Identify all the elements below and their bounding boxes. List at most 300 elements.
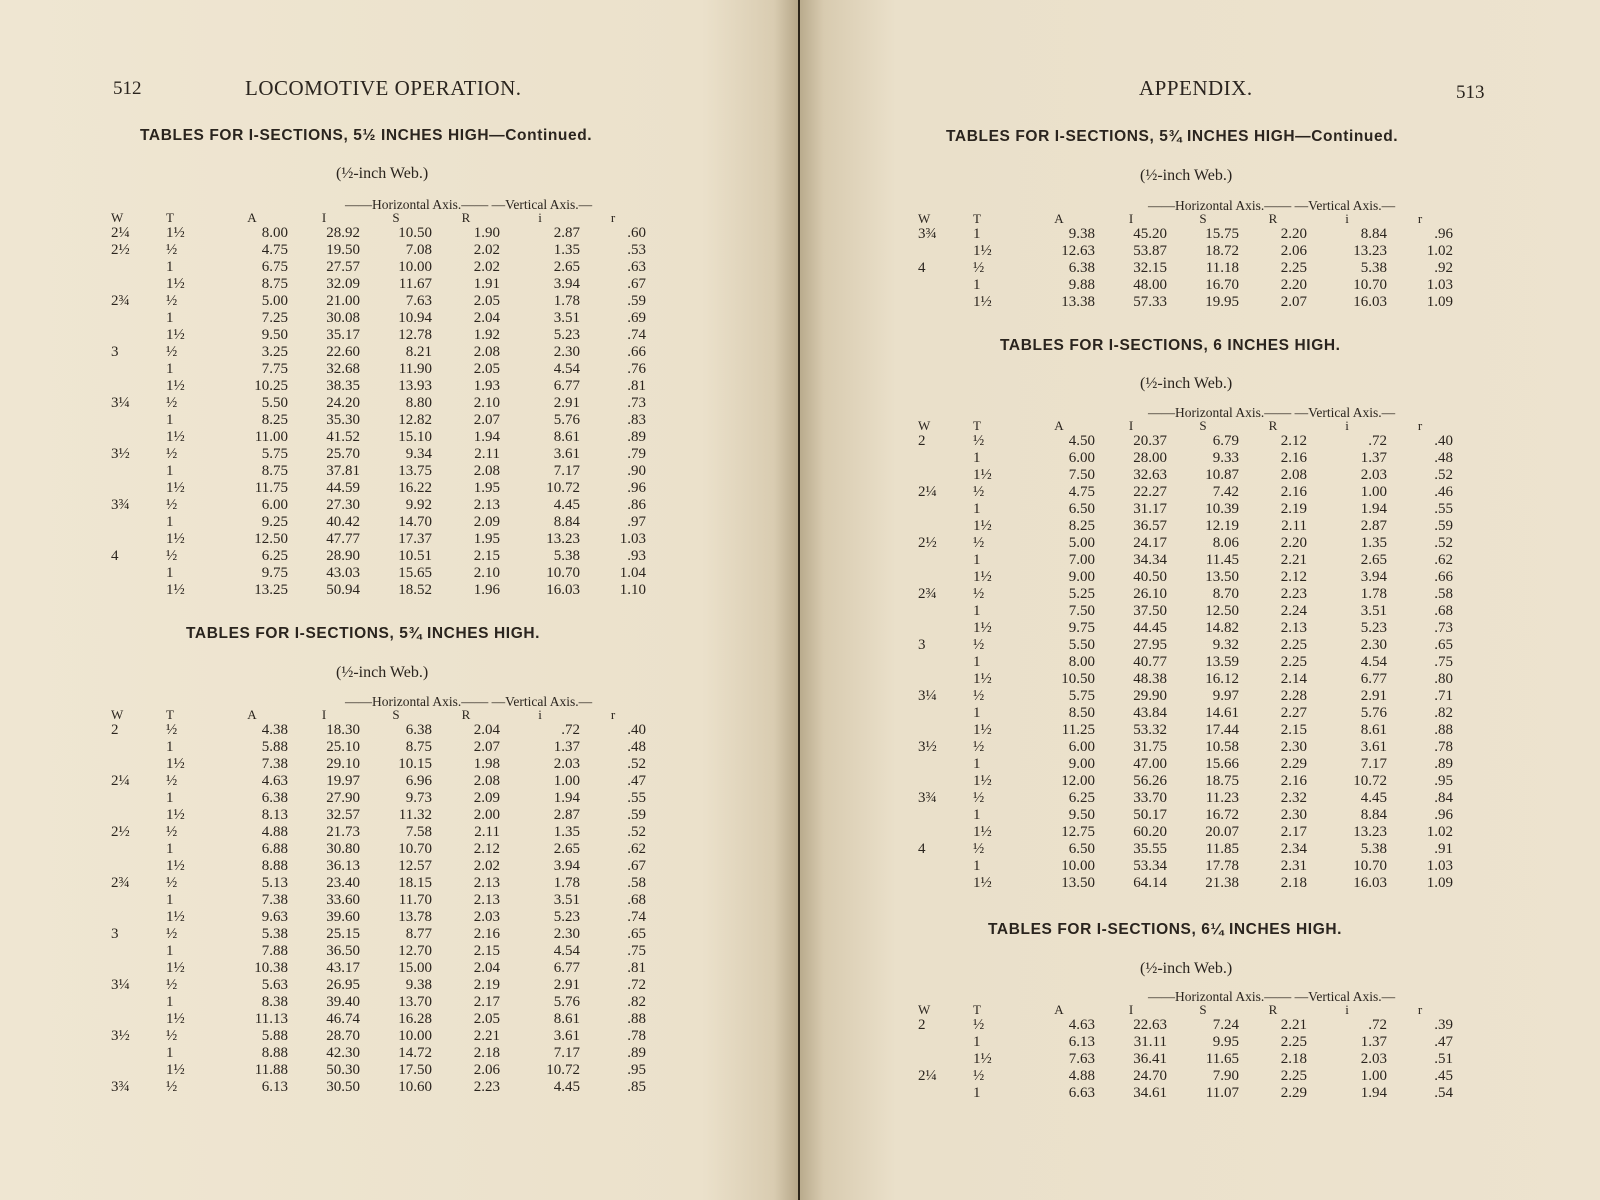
table-cell-col-r: 2.29 [1280, 756, 1307, 772]
column-header: T [973, 1002, 981, 1017]
table-cell-col-vr: .85 [627, 1079, 646, 1095]
table-cell-col-w [111, 1062, 166, 1079]
table-cell-col-w [918, 569, 973, 586]
table-cell-col-w [918, 501, 973, 518]
table-cell-col-vr: .55 [1434, 501, 1453, 517]
column-header: R [1268, 418, 1278, 433]
table-cell-col-w [111, 259, 166, 276]
table-cell-col-t: 1½ [973, 773, 992, 789]
table-cell-col-i: 40.42 [326, 514, 360, 530]
table-cell-col-vr: .65 [627, 926, 646, 942]
table-row [918, 739, 1453, 756]
table-cell-col-vi: 1.00 [1360, 1068, 1387, 1084]
table-cell-col-a: 8.25 [261, 412, 288, 428]
table-cell-col-w [111, 361, 166, 378]
table-cell-col-vr: .67 [627, 276, 646, 292]
table-cell-col-r: 2.02 [473, 242, 500, 258]
table-cell-col-i: 20.37 [1133, 433, 1167, 449]
table-cell-col-w [111, 412, 166, 429]
table-cell-col-r: 2.25 [1280, 637, 1307, 653]
table-cell-col-t: 1 [973, 807, 981, 823]
column-header: r [610, 210, 616, 225]
table-cell-col-r: 1.96 [473, 582, 500, 598]
table-header-row [918, 1003, 1453, 1017]
table-cell-col-s: 13.78 [398, 909, 432, 925]
table-cell-col-vi: 7.17 [1360, 756, 1387, 772]
table-cell-col-vr: .82 [627, 994, 646, 1010]
table-cell-col-vr: .46 [1434, 484, 1453, 500]
table-cell-col-s: 17.78 [1205, 858, 1239, 874]
table-row [918, 620, 1453, 637]
table-row [111, 1079, 646, 1096]
web-note: (½-inch Web.) [1140, 167, 1233, 184]
table-cell-col-t: ½ [973, 484, 985, 500]
table-cell-col-vi: 10.72 [546, 480, 580, 496]
table-row [111, 582, 646, 599]
table-cell-col-vi: 1.35 [553, 242, 580, 258]
table-cell-col-i: 25.10 [326, 739, 360, 755]
table-cell-col-w: 2½ [111, 242, 130, 258]
table-row [111, 327, 646, 344]
table-cell-col-w: 3 [111, 344, 119, 360]
table-cell-col-s: 8.06 [1212, 535, 1239, 551]
table-row [918, 518, 1453, 535]
table-cell-col-w: 2¾ [111, 875, 130, 891]
table-row [918, 294, 1453, 311]
table-cell-col-s: 9.38 [405, 977, 432, 993]
table-cell-col-vr: .71 [1434, 688, 1453, 704]
table-cell-col-r: 1.95 [473, 480, 500, 496]
table-cell-col-vr: .96 [1434, 807, 1453, 823]
table-cell-col-vi: 2.03 [1360, 1051, 1387, 1067]
table-cell-col-r: 2.25 [1280, 1068, 1307, 1084]
table-cell-col-r: 2.04 [473, 310, 500, 326]
column-header: S [392, 210, 400, 225]
table-title: TABLES FOR I-SECTIONS, 5¾ INCHES HIGH—Continued. [946, 128, 1399, 145]
table-row [111, 1011, 646, 1028]
axis-header: ——Horizontal Axis.—— —Vertical Axis.— [1148, 405, 1396, 420]
table-cell-col-a: 6.00 [261, 497, 288, 513]
table-cell-col-t: 1 [973, 858, 981, 874]
column-header: r [610, 707, 616, 722]
table-cell-col-vi: 10.70 [546, 565, 580, 581]
table-cell-col-s: 16.22 [398, 480, 432, 496]
table-cell-col-a: 5.88 [261, 739, 288, 755]
table-cell-col-vi: 16.03 [546, 582, 580, 598]
table-cell-col-i: 27.90 [326, 790, 360, 806]
table-cell-col-r: 2.17 [1280, 824, 1307, 840]
table-cell-col-vr: .84 [1434, 790, 1453, 806]
table-cell-col-w: 2 [918, 1017, 926, 1033]
table-cell-col-vr: .95 [1434, 773, 1453, 789]
table-cell-col-t: 1 [166, 361, 174, 377]
table-cell-col-a: 7.63 [1068, 1051, 1095, 1067]
table-cell-col-vi: 5.23 [1360, 620, 1387, 636]
running-head: APPENDIX. [1139, 76, 1253, 100]
table-cell-col-t: 1½ [166, 756, 185, 772]
table-cell-col-vi: 1.00 [1360, 484, 1387, 500]
table-cell-col-r: 2.19 [1280, 501, 1307, 517]
table-cell-col-i: 50.94 [326, 582, 360, 598]
table-cell-col-vr: .91 [1434, 841, 1453, 857]
table-cell-col-t: 1 [973, 603, 981, 619]
table-cell-col-a: 6.25 [261, 548, 288, 564]
table-cell-col-i: 46.74 [326, 1011, 360, 1027]
table-cell-col-w [111, 892, 166, 909]
table-cell-col-t: ½ [166, 497, 178, 513]
table-cell-col-w: 2½ [111, 824, 130, 840]
table-cell-col-vi: 4.54 [553, 943, 580, 959]
table-cell-col-vi: 8.84 [553, 514, 580, 530]
table-cell-col-t: ½ [166, 824, 178, 840]
table-cell-col-a: 7.75 [261, 361, 288, 377]
table-cell-col-s: 15.00 [398, 960, 432, 976]
table-cell-col-vi: .72 [1368, 433, 1387, 449]
table-title: TABLES FOR I-SECTIONS, 5¾ INCHES HIGH. [186, 625, 541, 642]
table-cell-col-s: 14.61 [1205, 705, 1239, 721]
table-cell-col-r: 2.00 [473, 807, 500, 823]
table-cell-col-a: 6.38 [261, 790, 288, 806]
table-cell-col-vr: .52 [627, 824, 646, 840]
table-cell-col-i: 34.61 [1133, 1085, 1167, 1101]
table-cell-col-t: 1½ [973, 671, 992, 687]
table-cell-col-s: 6.79 [1212, 433, 1239, 449]
table-row [111, 259, 646, 276]
web-note: (½-inch Web.) [1140, 375, 1233, 392]
table-cell-col-w: 3¼ [111, 977, 130, 993]
table-cell-col-s: 13.75 [398, 463, 432, 479]
table-cell-col-a: 5.63 [261, 977, 288, 993]
table-cell-col-i: 26.10 [1133, 586, 1167, 602]
table-cell-col-r: 1.94 [473, 429, 500, 445]
column-header: r [1417, 1002, 1423, 1017]
table-cell-col-r: 2.12 [1280, 569, 1307, 585]
table-cell-col-a: 5.88 [261, 1028, 288, 1044]
table-cell-col-a: 8.38 [261, 994, 288, 1010]
table-cell-col-vr: .65 [1434, 637, 1453, 653]
table-cell-col-vr: 1.03 [1426, 277, 1453, 293]
table-cell-col-vr: .48 [627, 739, 646, 755]
table-cell-col-a: 8.88 [261, 858, 288, 874]
table-row [918, 243, 1453, 260]
table-cell-col-vr: .39 [1434, 1017, 1453, 1033]
table-cell-col-s: 7.24 [1212, 1017, 1239, 1033]
table-cell-col-w [111, 960, 166, 977]
table-row [111, 497, 646, 514]
table-cell-col-w [111, 480, 166, 497]
table-cell-col-vi: 1.94 [553, 790, 580, 806]
table-cell-col-i: 39.60 [326, 909, 360, 925]
table-cell-col-vi: 6.77 [553, 960, 580, 976]
table-cell-col-vr: .40 [1434, 433, 1453, 449]
table-row [111, 756, 646, 773]
table-cell-col-vr: .76 [627, 361, 646, 377]
table-row [918, 277, 1453, 294]
table-cell-col-vr: 1.02 [1426, 824, 1453, 840]
table-cell-col-t: 1 [166, 892, 174, 908]
table-cell-col-a: 8.00 [1068, 654, 1095, 670]
table-cell-col-w [918, 518, 973, 535]
table-cell-col-r: 2.13 [1280, 620, 1307, 636]
table-cell-col-vr: .68 [627, 892, 646, 908]
table-cell-col-t: 1½ [973, 722, 992, 738]
table-row [918, 756, 1453, 773]
table-cell-col-vr: .72 [627, 977, 646, 993]
table-cell-col-vr: .59 [627, 807, 646, 823]
table-cell-col-i: 25.15 [326, 926, 360, 942]
table-cell-col-w [111, 1011, 166, 1028]
table-cell-col-w: 2¾ [111, 293, 130, 309]
table-cell-col-vi: 16.03 [1353, 875, 1387, 891]
table-cell-col-vi: 8.61 [553, 1011, 580, 1027]
table-cell-col-i: 24.70 [1133, 1068, 1167, 1084]
table-cell-col-r: 2.13 [473, 497, 500, 513]
table-cell-col-r: 1.95 [473, 531, 500, 547]
table-cell-col-r: 2.24 [1280, 603, 1307, 619]
table-cell-col-vr: .82 [1434, 705, 1453, 721]
table-cell-col-r: 2.11 [1281, 518, 1307, 534]
table-cell-col-vi: 5.38 [553, 548, 580, 564]
column-header: S [1199, 418, 1207, 433]
table-cell-col-vr: .95 [627, 1062, 646, 1078]
table-cell-col-a: 5.75 [261, 446, 288, 462]
table-cell-col-w: 3½ [918, 739, 937, 755]
column-header: R [1268, 211, 1278, 226]
table-cell-col-r: 2.30 [1280, 739, 1307, 755]
column-header: S [392, 707, 400, 722]
table-cell-col-i: 41.52 [326, 429, 360, 445]
table-cell-col-t: ½ [973, 688, 985, 704]
table-cell-col-i: 35.17 [326, 327, 360, 343]
table-cell-col-t: 1½ [166, 1011, 185, 1027]
table-cell-col-a: 10.38 [254, 960, 288, 976]
table-cell-col-a: 13.50 [1061, 875, 1095, 891]
table-cell-col-a: 13.38 [1061, 294, 1095, 310]
table-cell-col-r: 2.07 [473, 412, 500, 428]
table-cell-col-vr: .78 [1434, 739, 1453, 755]
table-cell-col-w: 4 [918, 841, 926, 857]
table-cell-col-s: 7.90 [1212, 1068, 1239, 1084]
table-cell-col-vi: 8.61 [553, 429, 580, 445]
table-cell-col-w [918, 722, 973, 739]
table-row [918, 858, 1453, 875]
table-cell-col-vi: 10.70 [1353, 277, 1387, 293]
table-row [918, 654, 1453, 671]
table-cell-col-vi: 1.94 [1360, 1085, 1387, 1101]
table-cell-col-i: 19.97 [326, 773, 360, 789]
column-header: A [247, 707, 257, 722]
table-cell-col-w [918, 705, 973, 722]
table-cell-col-i: 28.70 [326, 1028, 360, 1044]
table-cell-col-r: 2.11 [474, 824, 500, 840]
table-cell-col-r: 2.15 [473, 548, 500, 564]
table-cell-col-a: 4.50 [1068, 433, 1095, 449]
table-cell-col-a: 5.00 [261, 293, 288, 309]
table-cell-col-r: 2.16 [1280, 484, 1307, 500]
table-cell-col-s: 18.75 [1205, 773, 1239, 789]
table-cell-col-s: 10.00 [398, 1028, 432, 1044]
table-cell-col-w: 4 [918, 260, 926, 276]
table-cell-col-vi: 1.78 [1360, 586, 1387, 602]
table-cell-col-vr: .68 [1434, 603, 1453, 619]
table-cell-col-w [918, 654, 973, 671]
table-row [918, 450, 1453, 467]
table-cell-col-a: 11.00 [254, 429, 288, 445]
table-cell-col-vr: .73 [1434, 620, 1453, 636]
table-header-row [918, 212, 1453, 226]
table-cell-col-i: 25.70 [326, 446, 360, 462]
table-cell-col-r: 2.25 [1280, 1034, 1307, 1050]
table-cell-col-vr: .81 [627, 960, 646, 976]
table-cell-col-vi: 1.00 [553, 773, 580, 789]
table-cell-col-vr: 1.10 [619, 582, 646, 598]
table-cell-col-vi: 5.23 [553, 909, 580, 925]
table-cell-col-vr: .58 [627, 875, 646, 891]
table-cell-col-i: 48.00 [1133, 277, 1167, 293]
table-cell-col-vr: .74 [627, 909, 646, 925]
column-header: i [1345, 418, 1349, 433]
table-header-row [918, 419, 1453, 433]
table-cell-col-s: 8.77 [405, 926, 432, 942]
table-cell-col-s: 10.15 [398, 756, 432, 772]
table-row [918, 535, 1453, 552]
table-cell-col-t: 1 [973, 552, 981, 568]
table-cell-col-t: ½ [166, 1028, 178, 1044]
table-cell-col-i: 32.63 [1133, 467, 1167, 483]
table-cell-col-vr: .45 [1434, 1068, 1453, 1084]
table-cell-col-t: 1 [166, 514, 174, 530]
table-cell-col-s: 16.70 [1205, 277, 1239, 293]
table-cell-col-r: 2.34 [1280, 841, 1307, 857]
table-cell-col-t: ½ [166, 344, 178, 360]
table-cell-col-i: 45.20 [1133, 226, 1167, 242]
table-cell-col-t: 1 [166, 739, 174, 755]
table-cell-col-vi: 3.94 [553, 276, 580, 292]
table-cell-col-i: 50.30 [326, 1062, 360, 1078]
table-row [111, 892, 646, 909]
table-row [111, 429, 646, 446]
table-cell-col-vi: 5.76 [1360, 705, 1387, 721]
table-cell-col-a: 8.88 [261, 1045, 288, 1061]
table-cell-col-s: 7.63 [405, 293, 432, 309]
table-cell-col-r: 2.23 [473, 1079, 500, 1095]
table-cell-col-t: 1½ [166, 960, 185, 976]
table-cell-col-w: 2¼ [918, 1068, 937, 1084]
table-cell-col-vi: 1.37 [1360, 450, 1387, 466]
table-row [111, 824, 646, 841]
table-cell-col-r: 2.11 [474, 446, 500, 462]
table-row [111, 909, 646, 926]
table-cell-col-a: 8.00 [261, 225, 288, 241]
table-cell-col-vi: 13.23 [1353, 824, 1387, 840]
table-cell-col-s: 12.57 [398, 858, 432, 874]
table-cell-col-vr: 1.03 [619, 531, 646, 547]
axis-header: ——Horizontal Axis.—— —Vertical Axis.— [1148, 198, 1396, 213]
column-header: S [1199, 211, 1207, 226]
table-cell-col-r: 2.27 [1280, 705, 1307, 721]
table-cell-col-s: 11.70 [398, 892, 432, 908]
table-cell-col-vi: 8.84 [1360, 226, 1387, 242]
table-cell-col-i: 29.90 [1133, 688, 1167, 704]
column-header: I [321, 707, 327, 722]
table-cell-col-i: 50.17 [1133, 807, 1167, 823]
table-cell-col-vi: 3.51 [1360, 603, 1387, 619]
table-cell-col-t: ½ [973, 586, 985, 602]
table-cell-col-r: 2.20 [1280, 277, 1307, 293]
table-cell-col-t: 1 [166, 841, 174, 857]
table-row [111, 858, 646, 875]
table-row [111, 242, 646, 259]
table-cell-col-s: 16.72 [1205, 807, 1239, 823]
table-cell-col-w [111, 463, 166, 480]
table-cell-col-r: 2.21 [1280, 1017, 1307, 1033]
table-cell-col-i: 53.34 [1133, 858, 1167, 874]
table-cell-col-s: 11.32 [398, 807, 432, 823]
table-cell-col-r: 2.12 [1280, 433, 1307, 449]
table-cell-col-w: 2¼ [918, 484, 937, 500]
table-cell-col-a: 4.63 [1068, 1017, 1095, 1033]
axis-header: ——Horizontal Axis.—— —Vertical Axis.— [345, 197, 593, 212]
table-cell-col-a: 4.88 [1068, 1068, 1095, 1084]
column-header: i [538, 707, 542, 722]
column-header: T [973, 211, 981, 226]
table-cell-col-s: 21.38 [1205, 875, 1239, 891]
table-cell-col-s: 10.94 [398, 310, 432, 326]
table-cell-col-vi: 2.03 [1360, 467, 1387, 483]
table-cell-col-a: 9.75 [261, 565, 288, 581]
table-cell-col-r: 2.13 [473, 892, 500, 908]
table-cell-col-w [918, 243, 973, 260]
table-cell-col-s: 15.66 [1205, 756, 1239, 772]
table-cell-col-i: 38.35 [326, 378, 360, 394]
table-cell-col-t: 1 [973, 756, 981, 772]
table-cell-col-t: 1 [166, 943, 174, 959]
table-cell-col-vi: 6.77 [1360, 671, 1387, 687]
table-cell-col-r: 2.05 [473, 1011, 500, 1027]
table-cell-col-a: 6.50 [1068, 501, 1095, 517]
table-cell-col-w [918, 807, 973, 824]
table-row [918, 773, 1453, 790]
table-cell-col-a: 3.25 [261, 344, 288, 360]
table-cell-col-i: 32.57 [326, 807, 360, 823]
table-cell-col-s: 15.65 [398, 565, 432, 581]
table-cell-col-vi: 3.61 [1360, 739, 1387, 755]
table-cell-col-a: 11.25 [1061, 722, 1095, 738]
table-row [111, 344, 646, 361]
table-cell-col-s: 12.82 [398, 412, 432, 428]
table-cell-col-w: 2¾ [918, 586, 937, 602]
table-cell-col-vi: 1.78 [553, 293, 580, 309]
table-cell-col-i: 28.90 [326, 548, 360, 564]
table-cell-col-s: 10.39 [1205, 501, 1239, 517]
table-cell-col-t: ½ [166, 722, 178, 738]
table-row [918, 586, 1453, 603]
table-cell-col-vr: .47 [1434, 1034, 1453, 1050]
table-cell-col-s: 9.95 [1212, 1034, 1239, 1050]
table-cell-col-t: 1½ [166, 378, 185, 394]
table-cell-col-vi: 1.37 [1360, 1034, 1387, 1050]
table-cell-col-a: 6.38 [1068, 260, 1095, 276]
table-cell-col-r: 2.15 [473, 943, 500, 959]
table-row [111, 480, 646, 497]
table-cell-col-s: 11.67 [398, 276, 432, 292]
table-cell-col-vr: 1.09 [1426, 875, 1453, 891]
table-cell-col-s: 11.18 [1205, 260, 1239, 276]
table-cell-col-vi: 1.78 [553, 875, 580, 891]
table-cell-col-vi: 5.76 [553, 412, 580, 428]
table-cell-col-s: 12.19 [1205, 518, 1239, 534]
table-row [111, 807, 646, 824]
